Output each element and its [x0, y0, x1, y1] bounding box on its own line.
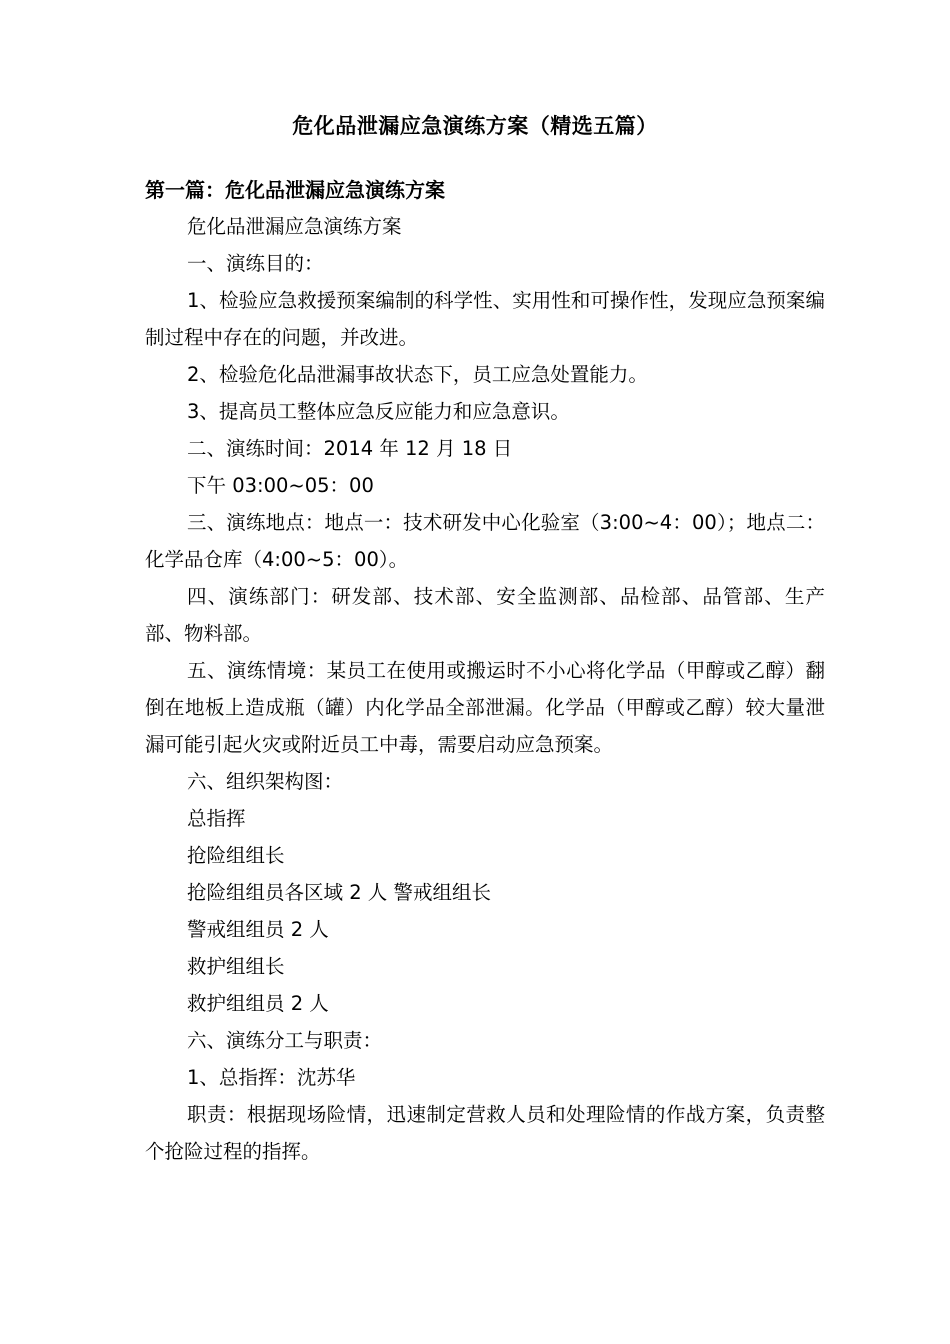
paragraph: 二、演练时间：2014 年 12 月 18 日 [187, 437, 513, 460]
paragraph: 危化品泄漏应急演练方案 [187, 215, 402, 238]
paragraph: 六、组织架构图： [187, 770, 344, 793]
paragraph: 四、演练部门：研发部、技术部、安全监测部、品检部、品管部、生产部、物料部。 [145, 585, 825, 645]
paragraph: 抢险组组长 [187, 844, 285, 867]
document-title: 危化品泄漏应急演练方案（精选五篇） [292, 114, 658, 138]
section-heading: 第一篇：危化品泄漏应急演练方案 [145, 178, 445, 202]
paragraph: 救护组组长 [187, 955, 285, 978]
paragraph: 一、演练目的： [187, 252, 324, 275]
paragraph: 五、演练情境：某员工在使用或搬运时不小心将化学品（甲醇或乙醇）翻倒在地板上造成瓶（罐）内化学品全部泄漏。化学品（甲醇或乙醇）较大量泄漏可能引起火灾或附近员工中毒，需要启动应急预案。 [145, 659, 825, 756]
paragraph: 抢险组组员各区域 2 人 警戒组组长 [187, 881, 492, 904]
paragraph: 总指挥 [187, 807, 246, 830]
document-body [145, 172, 825, 1170]
paragraph: 救护组组员 2 人 [187, 992, 329, 1015]
paragraph: 1、检验应急救援预案编制的科学性、实用性和可操作性，发现应急预案编制过程中存在的问题，并改进。 [145, 289, 825, 349]
paragraph: 2、检验危化品泄漏事故状态下，员工应急处置能力。 [187, 363, 648, 386]
paragraph: 下午 03:00~05：00 [187, 474, 374, 497]
paragraph: 3、提高员工整体应急反应能力和应急意识。 [187, 400, 570, 423]
paragraph: 职责：根据现场险情，迅速制定营救人员和处理险情的作战方案，负责整个抢险过程的指挥。 [145, 1103, 825, 1163]
paragraph: 警戒组组员 2 人 [187, 918, 329, 941]
paragraph: 1、总指挥：沈苏华 [187, 1066, 356, 1089]
paragraph: 六、演练分工与职责： [187, 1029, 383, 1052]
paragraph: 三、演练地点：地点一：技术研发中心化验室（3:00~4：00）；地点二：化学品仓库（4:00~5：00）。 [145, 511, 825, 571]
